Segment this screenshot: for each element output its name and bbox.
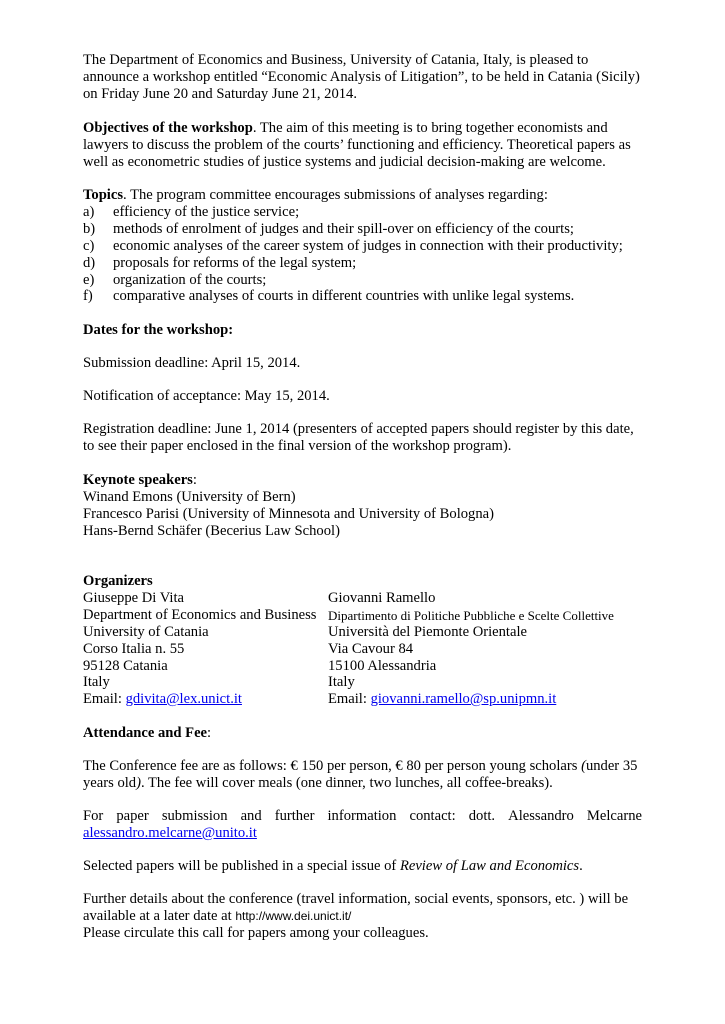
publication-period: . xyxy=(579,858,583,874)
fee-line-2 xyxy=(83,775,553,792)
keynote-speaker: Francesco Parisi (University of Minnesota and University of Bologna) xyxy=(83,506,494,522)
contact-line xyxy=(83,808,642,825)
contact-word: Alessandro xyxy=(508,808,574,824)
organizer-right-email-link[interactable]: giovanni.ramello@sp.unipmn.it xyxy=(370,691,557,707)
contact-word: For xyxy=(83,808,104,824)
organizer-left-email-link[interactable]: gdivita@lex.unict.it xyxy=(125,691,242,707)
contact-email-line xyxy=(83,825,257,842)
topic-item xyxy=(83,238,623,255)
topic-item xyxy=(83,272,266,289)
topic-marker: d) xyxy=(83,255,96,271)
contact-word: Melcarne xyxy=(586,808,642,824)
organizer-right-name: Giovanni Ramello xyxy=(328,590,436,606)
organizer-left-city: 95128 Catania xyxy=(83,658,168,674)
topic-text: comparative analyses of courts in different countries with unlike legal systems. xyxy=(113,288,575,304)
further-line-3: Please circulate this call for papers among your colleagues. xyxy=(83,925,429,941)
organizer-left-email-line xyxy=(83,691,242,708)
organizer-left-name: Giuseppe Di Vita xyxy=(83,590,184,606)
organizer-left-country: Italy xyxy=(83,674,110,690)
topic-marker: f) xyxy=(83,288,93,304)
topic-item xyxy=(83,204,299,221)
topics-heading: Topics xyxy=(83,187,124,203)
organizer-left-street: Corso Italia n. 55 xyxy=(83,641,185,657)
email-label: Email: xyxy=(328,691,371,707)
intro-line-3: on Friday June 20 and Saturday June 21, 2014. xyxy=(83,86,358,102)
organizer-right-dept: Dipartimento di Politiche Pubbliche e Scelte Collettive xyxy=(328,608,614,623)
contact-word: contact: xyxy=(409,808,456,824)
fee-text-4: . The fee will cover meals (one dinner, two lunches, all coffee-breaks). xyxy=(140,775,553,791)
attendance-colon: : xyxy=(207,725,212,741)
attendance-heading-line xyxy=(83,725,211,742)
topic-item xyxy=(83,288,574,305)
publication-text: Selected papers will be published in a special issue of xyxy=(83,858,400,874)
keynote-heading-line xyxy=(83,472,197,489)
further-text: available at a later date at xyxy=(83,908,236,924)
organizer-left-univ: University of Catania xyxy=(83,624,209,640)
objectives-text-1: . The aim of this meeting is to bring together economists and xyxy=(252,120,608,136)
contact-word: information xyxy=(327,808,397,824)
objectives-line-3: well as econometric studies of justice systems and judicial decision-making are welcome. xyxy=(83,154,606,170)
topic-text: methods of enrolment of judges and their spill-over on efficiency of the courts; xyxy=(113,221,574,237)
organizer-right-country: Italy xyxy=(328,674,355,690)
keynote-colon: : xyxy=(192,472,197,488)
fee-paren-close: ) xyxy=(136,775,141,791)
conference-url[interactable]: http://www.dei.unict.it/ xyxy=(235,909,352,923)
fee-text-2: under 35 xyxy=(585,758,638,774)
fee-paren-open: ( xyxy=(581,758,586,774)
topic-item xyxy=(83,221,574,238)
organizer-right-city: 15100 Alessandria xyxy=(328,658,437,674)
organizer-right-univ: Università del Piemonte Orientale xyxy=(328,624,527,640)
topic-marker: b) xyxy=(83,221,96,237)
organizers-heading: Organizers xyxy=(83,573,153,589)
submission-deadline: Submission deadline: April 15, 2014. xyxy=(83,355,301,371)
attendance-heading: Attendance and Fee xyxy=(83,725,208,741)
contact-word: further xyxy=(274,808,315,824)
topic-item xyxy=(83,255,356,272)
topic-text: economic analyses of the career system of judges in connection with their productivity; xyxy=(113,238,623,254)
topics-intro-text: . The program committee encourages submissions of analyses regarding: xyxy=(123,187,548,203)
objectives-line-1 xyxy=(83,120,608,137)
intro-line-1: The Department of Economics and Business, University of Catania, Italy, is pleased to xyxy=(83,52,589,68)
keynote-heading: Keynote speakers xyxy=(83,472,193,488)
topic-text: organization of the courts; xyxy=(113,272,267,288)
organizer-right-email-line xyxy=(328,691,556,708)
intro-line-2: announce a workshop entitled “Economic Analysis of Litigation”, to be held in Catania (Sicily) xyxy=(83,69,640,85)
further-line-2 xyxy=(83,908,351,925)
journal-title: Review of Law and Economics xyxy=(399,858,580,874)
contact-word: dott. xyxy=(468,808,496,824)
contact-word: paper xyxy=(116,808,149,824)
objectives-line-2: lawyers to discuss the problem of the courts’ functioning and efficiency. Theoretical papers as xyxy=(83,137,631,153)
dates-heading: Dates for the workshop: xyxy=(83,322,234,338)
fee-text-1: The Conference fee are as follows: € 150 per person, € 80 per person young scholars xyxy=(83,758,582,774)
contact-email-link[interactable]: alessandro.melcarne@unito.it xyxy=(83,825,257,841)
topic-marker: c) xyxy=(83,238,95,254)
further-line-1: Further details about the conference (travel information, social events, sponsors, etc. ) will be xyxy=(83,891,629,907)
topic-text: proposals for reforms of the legal system; xyxy=(113,255,357,271)
topic-marker: a) xyxy=(83,204,95,220)
fee-text-3: years old xyxy=(83,775,137,791)
fee-line-1 xyxy=(83,758,637,775)
registration-line-1: Registration deadline: June 1, 2014 (presenters of accepted papers should register by this date, xyxy=(83,421,634,437)
topic-text: efficiency of the justice service; xyxy=(113,204,300,220)
contact-word: submission xyxy=(161,808,228,824)
topic-marker: e) xyxy=(83,272,95,288)
contact-word: and xyxy=(240,808,262,824)
registration-line-2: to see their paper enclosed in the final version of the workshop program). xyxy=(83,438,512,454)
objectives-heading: Objectives of the workshop xyxy=(83,120,253,136)
topics-intro xyxy=(83,187,548,204)
keynote-speaker: Winand Emons (University of Bern) xyxy=(83,489,296,505)
organizer-left-dept: Department of Economics and Business xyxy=(83,607,317,623)
notification-date: Notification of acceptance: May 15, 2014. xyxy=(83,388,330,404)
email-label: Email: xyxy=(83,691,126,707)
keynote-speaker: Hans-Bernd Schäfer (Becerius Law School) xyxy=(83,523,340,539)
publication-line xyxy=(83,858,583,875)
organizer-right-street: Via Cavour 84 xyxy=(328,641,414,657)
